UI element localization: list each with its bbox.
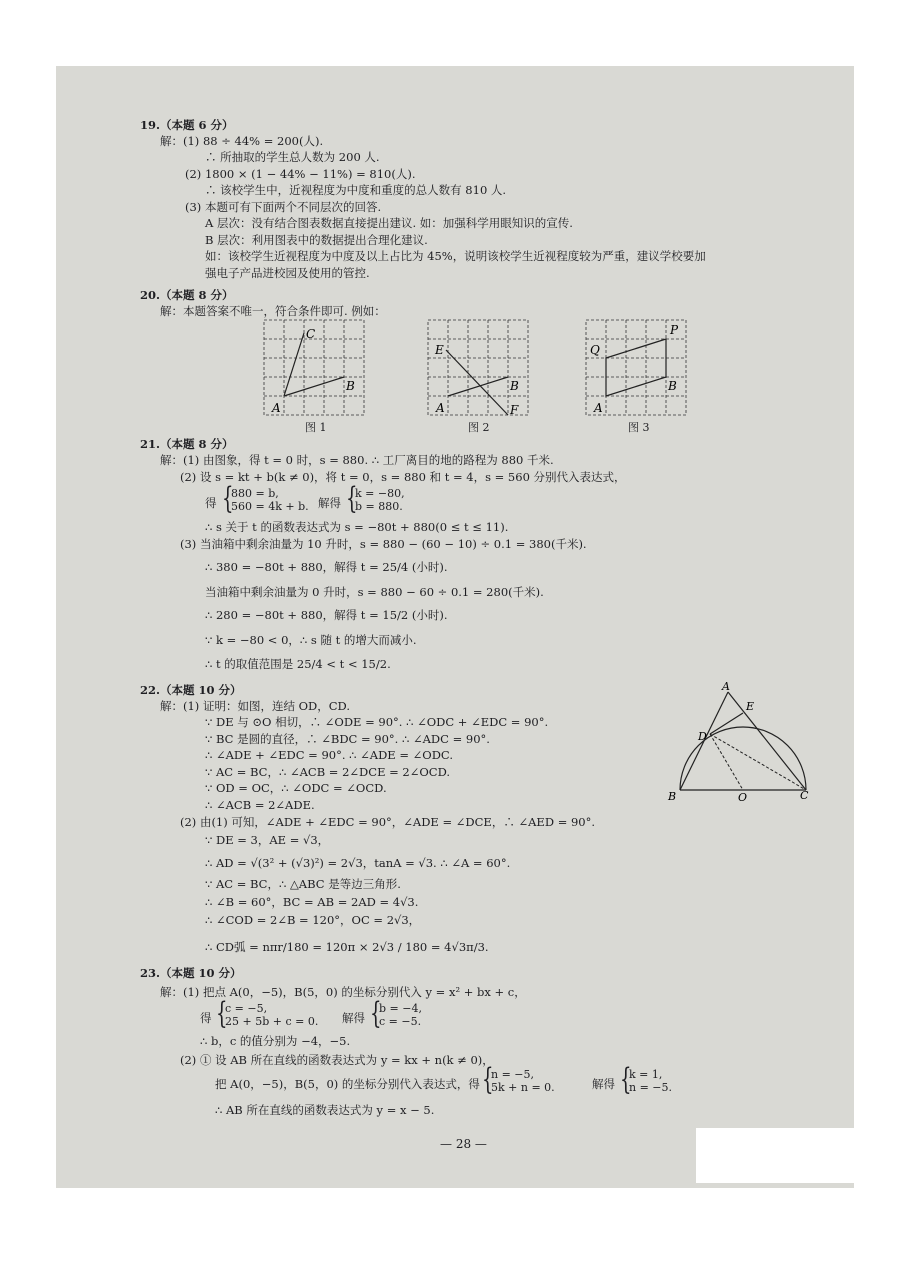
- q23-system-3: { n = −5, 5k + n = 0.: [482, 1062, 555, 1097]
- q19-line-5: (3) 本题可有下面两个不同层次的回答.: [185, 200, 382, 214]
- q19-line-8: 如：该校学生近视程度为中度及以上占比为 45%，说明该校学生近视程度较为严重，建议学校要加: [205, 249, 706, 263]
- q23-sys1-eq2: 25 + 5b + c = 0.: [225, 1015, 319, 1028]
- q22-line-9: ∵ DE = 3，AE = √3，: [205, 833, 330, 847]
- q23-system-4: { k = 1, n = −5.: [620, 1062, 673, 1097]
- q21-line-10: ∴ t 的取值范围是 25/4 < t < 15/2.: [205, 657, 391, 671]
- q23-system-2: { b = −4, c = −5.: [370, 996, 422, 1031]
- fig22-label-b: B: [668, 790, 677, 803]
- page-number: — 28 —: [440, 1137, 487, 1151]
- q19-line-1: 解：(1) 88 ÷ 44% = 200(人).: [160, 134, 324, 148]
- q22-line-6: ∵ OD = OC，∴ ∠ODC = ∠OCD.: [205, 781, 387, 795]
- q21-line-3-prefix: 得: [205, 496, 217, 510]
- fig3-label-b: B: [668, 379, 677, 393]
- q23-sys2-eq2: c = −5.: [379, 1015, 422, 1028]
- q22-title: 22.（本题 10 分）: [140, 683, 242, 697]
- blank-corner-patch: [696, 1128, 854, 1183]
- q23-line-2-mid: 解得: [342, 1011, 365, 1025]
- fig3-label-a: A: [594, 401, 603, 415]
- q21-line-4: ∴ s 关于 t 的函数表达式为 s = −80t + 880(0 ≤ t ≤ 11).: [205, 520, 509, 534]
- fig2-label-a: A: [436, 401, 445, 415]
- q22-line-11: ∵ AC = BC，∴ △ABC 是等边三角形.: [205, 877, 401, 891]
- q19-line-7: B 层次：利用图表中的数据提出合理化建议.: [205, 233, 428, 247]
- q22-line-10: ∴ AD = √(3² + (√3)²) = 2√3，tanA = √3. ∴ ∠A = 60°.: [205, 856, 511, 870]
- q22-line-3: ∵ BC 是圆的直径，∴ ∠BDC = 90°. ∴ ∠ADC = 90°.: [205, 732, 490, 746]
- grid-figure-2: [426, 318, 536, 422]
- q23-line-5-mid: 解得: [592, 1077, 615, 1091]
- fig1-label-b: B: [346, 379, 355, 393]
- fig22-label-d: D: [698, 730, 707, 743]
- q21-system-2: { k = −80, b = 880.: [346, 481, 405, 516]
- fig3-label-q: Q: [590, 343, 600, 357]
- q22-line-13: ∴ ∠COD = 2∠B = 120°，OC = 2√3，: [205, 913, 421, 927]
- q21-line-8: ∴ 280 = −80t + 880，解得 t = 15/2 (小时).: [205, 608, 448, 622]
- fig22-label-o: O: [738, 791, 748, 804]
- q19-line-3: (2) 1800 × (1 − 44% − 11%) = 810(人).: [185, 167, 416, 181]
- q21-title: 21.（本题 8 分）: [140, 437, 234, 451]
- q23-sys1-eq1: c = −5,: [225, 1002, 268, 1015]
- q23-sys3-eq1: n = −5,: [491, 1068, 535, 1081]
- circle-triangle-figure: [660, 680, 820, 809]
- q22-line-4: ∴ ∠ADE + ∠EDC = 90°. ∴ ∠ADE = ∠ODC.: [205, 748, 453, 762]
- fig22-label-a: A: [722, 680, 730, 693]
- q19-line-6: A 层次：没有结合图表数据直接提出建议. 如：加强科学用眼知识的宣传.: [205, 216, 573, 230]
- q22-line-5: ∵ AC = BC，∴ ∠ACB = 2∠DCE = 2∠OCD.: [205, 765, 451, 779]
- q23-line-1: 解：(1) 把点 A(0，−5)，B(5，0) 的坐标分别代入 y = x² + bx + c，: [160, 985, 526, 999]
- q21-line-9: ∵ k = −80 < 0，∴ s 随 t 的增大而减小.: [205, 633, 417, 647]
- grid-figure-3: [584, 318, 694, 422]
- q23-line-3: ∴ b，c 的值分别为 −4，−5.: [200, 1034, 351, 1048]
- q22-line-2: ∵ DE 与 ⊙O 相切，∴ ∠ODE = 90°. ∴ ∠ODC + ∠EDC = 90°.: [205, 715, 549, 729]
- fig1-label-a: A: [272, 401, 281, 415]
- q21-line-1: 解：(1) 由图象，得 t = 0 时，s = 880. ∴ 工厂离目的地的路程为 880 千米.: [160, 453, 554, 467]
- q19-line-9: 强电子产品进校园及使用的管控.: [205, 266, 370, 280]
- q19-line-2: ∴ 所抽取的学生总人数为 200 人.: [205, 150, 380, 164]
- q21-sys1-eq2: 560 = 4k + b.: [231, 500, 309, 513]
- fig22-label-c: C: [800, 789, 809, 802]
- q23-sys4-eq2: n = −5.: [629, 1081, 673, 1094]
- fig2-label-f: F: [510, 403, 519, 417]
- q22-line-7: ∴ ∠ACB = 2∠ADE.: [205, 798, 315, 812]
- q21-sys2-eq1: k = −80,: [355, 487, 405, 500]
- q21-sys1-eq1: 880 = b,: [231, 487, 279, 500]
- q23-line-4: (2) ① 设 AB 所在直线的函数表达式为 y = kx + n(k ≠ 0)，: [180, 1053, 494, 1067]
- q22-line-1: 解：(1) 证明：如图，连结 OD，CD.: [160, 699, 351, 713]
- fig2-label-e: E: [435, 343, 444, 357]
- q21-sys2-eq2: b = 880.: [355, 500, 403, 513]
- q21-system-1: { 880 = b, 560 = 4k + b.: [222, 481, 309, 516]
- fig22-label-e: E: [746, 700, 755, 713]
- q20-line-1: 解：本题答案不唯一，符合条件即可. 例如：: [160, 304, 386, 318]
- q23-sys2-eq1: b = −4,: [379, 1002, 422, 1015]
- fig1-caption: 图 1: [305, 421, 327, 434]
- q19-title: 19.（本题 6 分）: [140, 118, 234, 132]
- q22-line-12: ∴ ∠B = 60°，BC = AB = 2AD = 4√3.: [205, 895, 419, 909]
- q23-line-6: ∴ AB 所在直线的函数表达式为 y = x − 5.: [215, 1103, 435, 1117]
- q23-sys4-eq1: k = 1,: [629, 1068, 663, 1081]
- fig2-label-b: B: [510, 379, 519, 393]
- q21-line-2: (2) 设 s = kt + b(k ≠ 0)，将 t = 0，s = 880 和 t = 4，s = 560 分别代入表达式，: [180, 470, 626, 484]
- fig3-caption: 图 3: [628, 421, 650, 434]
- q23-line-2-prefix: 得: [200, 1011, 212, 1025]
- q20-title: 20.（本题 8 分）: [140, 288, 234, 302]
- q23-system-1: { c = −5, 25 + 5b + c = 0.: [216, 996, 319, 1031]
- q23-line-5: 把 A(0，−5)，B(5，0) 的坐标分别代入表达式，得: [215, 1077, 480, 1091]
- q23-title: 23.（本题 10 分）: [140, 966, 242, 980]
- q21-line-3-mid: 解得: [318, 496, 341, 510]
- q22-line-14: ∴ CD弧 = nπr/180 = 120π × 2√3 / 180 = 4√3π/3.: [205, 940, 489, 954]
- grid-figure-1: [262, 318, 372, 422]
- q19-line-4: ∴ 该校学生中，近视程度为中度和重度的总人数有 810 人.: [205, 183, 507, 197]
- fig1-label-c: C: [306, 327, 316, 341]
- q23-sys3-eq2: 5k + n = 0.: [491, 1081, 555, 1094]
- fig2-caption: 图 2: [468, 421, 490, 434]
- q21-line-7: 当油箱中剩余油量为 0 升时，s = 880 − 60 ÷ 0.1 = 280(千米).: [205, 585, 544, 599]
- q21-line-5: (3) 当油箱中剩余油量为 10 升时，s = 880 − (60 − 10) ÷ 0.1 = 380(千米).: [180, 537, 587, 551]
- scanned-page: [56, 66, 854, 1188]
- q21-line-6: ∴ 380 = −80t + 880，解得 t = 25/4 (小时).: [205, 560, 448, 574]
- fig3-label-p: P: [670, 323, 679, 337]
- q22-line-8: (2) 由(1) 可知，∠ADE + ∠EDC = 90°，∠ADE = ∠DCE，∴ ∠AED = 90°.: [180, 815, 596, 829]
